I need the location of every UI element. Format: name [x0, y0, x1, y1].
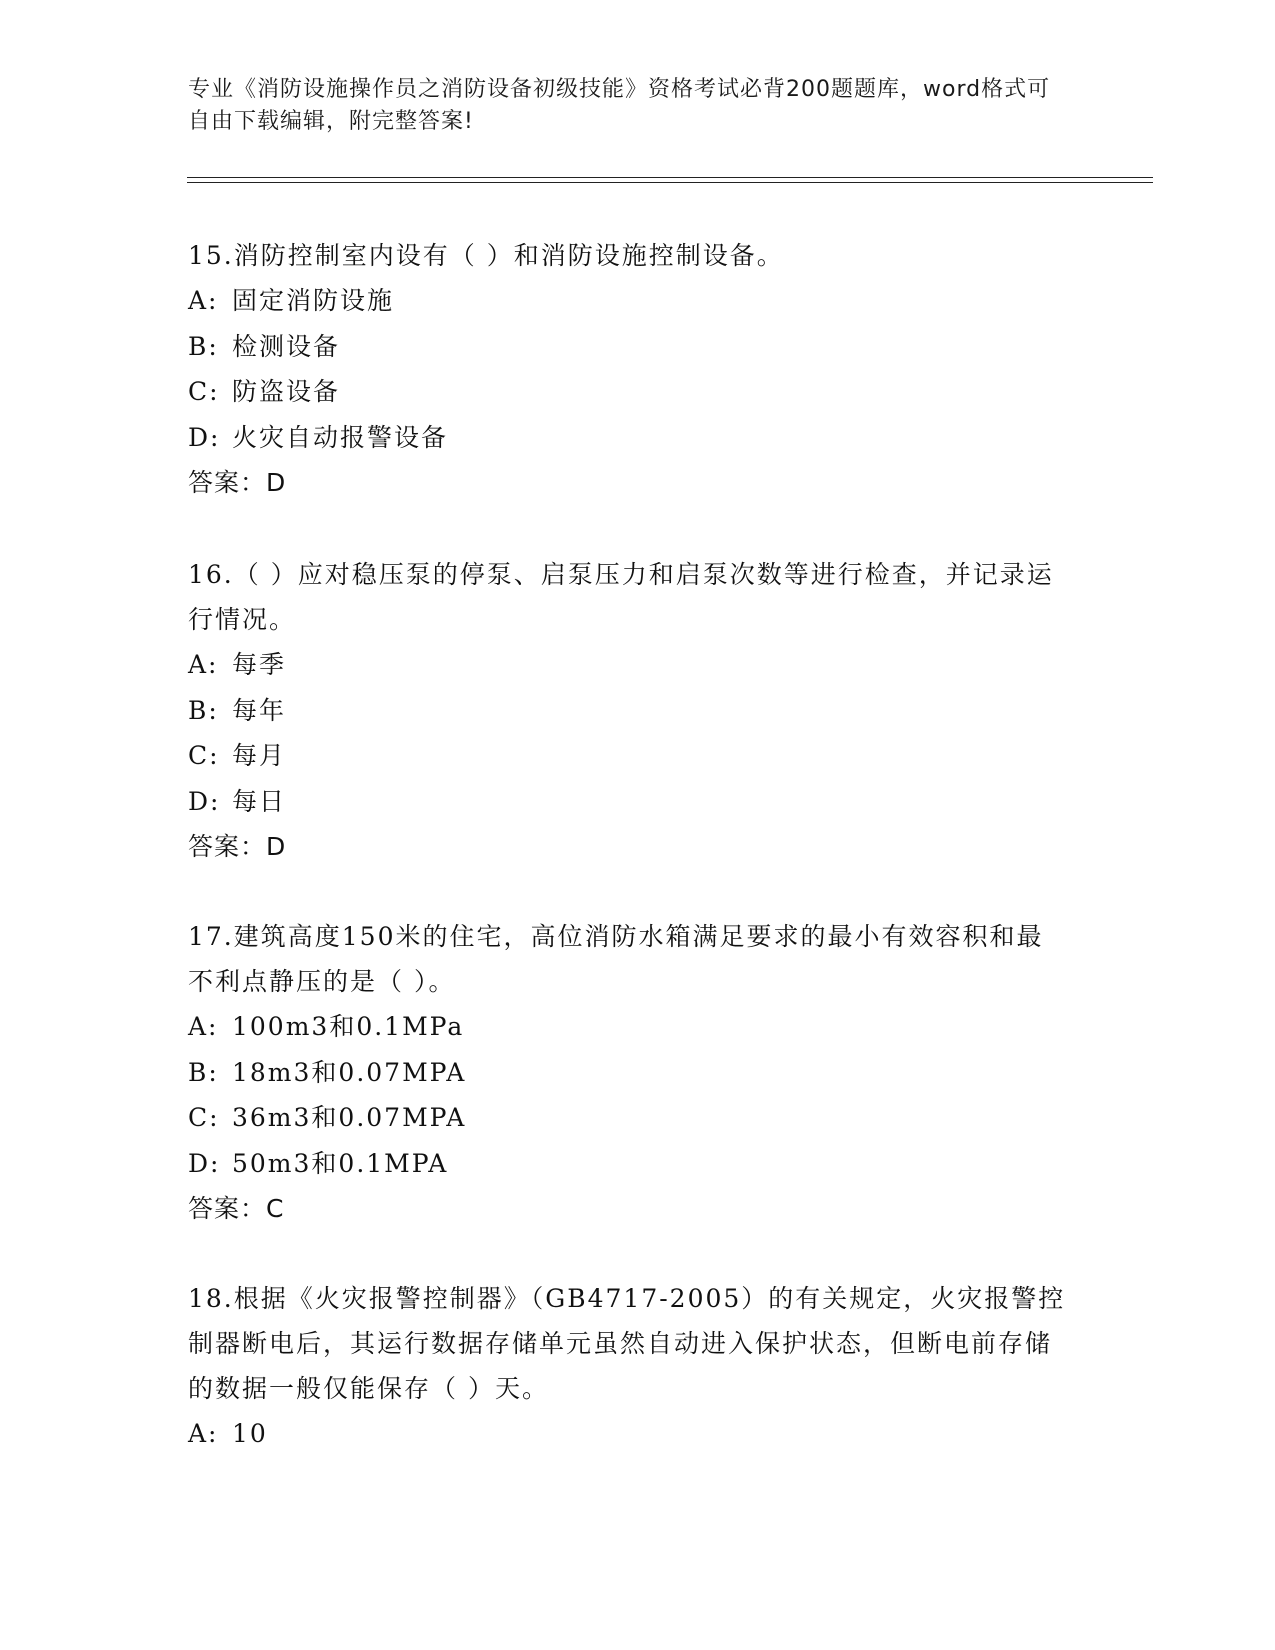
- option-d: [188, 779, 1068, 825]
- question-stem: 16.（ ）应对稳压泵的停泵、启泵压力和启泵次数等进行检查，并记录运行情况。: [188, 560, 1054, 634]
- answer-line: 答案：D: [188, 832, 287, 861]
- option-a: [188, 642, 1068, 688]
- option-label: B:: [188, 1057, 219, 1087]
- option-text: 18m3和0.07MPA: [232, 1057, 467, 1087]
- option-b: [188, 1050, 1068, 1096]
- answer-line: 答案：C: [188, 1194, 285, 1223]
- option-text: 50m3和0.1MPA: [232, 1148, 449, 1178]
- option-c: [188, 369, 1068, 415]
- option-a: [188, 1411, 1068, 1457]
- option-label: A:: [188, 1012, 219, 1041]
- option-label: D:: [188, 422, 221, 452]
- question-stem: 17.建筑高度150米的住宅，高位消防水箱满足要求的最小有效容积和最不利点静压的是（ ）。: [188, 922, 1044, 996]
- option-label: D:: [188, 1148, 221, 1178]
- option-b: [188, 324, 1068, 370]
- option-text: 防盗设备: [232, 377, 341, 406]
- option-text: 36m3和0.07MPA: [232, 1103, 467, 1132]
- option-c: [188, 1095, 1068, 1141]
- option-d: [188, 415, 1068, 461]
- option-text: 100m3和0.1MPa: [232, 1012, 465, 1041]
- option-text: 检测设备: [232, 331, 341, 361]
- option-text: 火灾自动报警设备: [232, 422, 449, 452]
- document-header: 专业《消防设施操作员之消防设备初级技能》资格考试必背200题题库，word格式可自由下载编辑，附完整答案!: [188, 77, 1051, 134]
- option-label: C:: [188, 1103, 220, 1132]
- question-15: [188, 233, 1068, 505]
- option-label: C:: [188, 741, 220, 770]
- question-16: [188, 552, 1068, 869]
- option-c: [188, 733, 1068, 779]
- option-b: [188, 688, 1068, 734]
- option-label: B:: [188, 695, 219, 725]
- option-text: 每年: [232, 695, 287, 725]
- option-text: 每日: [232, 786, 287, 816]
- option-text: 固定消防设施: [232, 286, 395, 315]
- header-rule-top: [187, 177, 1153, 178]
- option-label: D:: [188, 786, 221, 816]
- option-label: A:: [188, 286, 219, 315]
- option-text: 每季: [232, 650, 287, 679]
- answer-line: 答案：D: [188, 468, 287, 497]
- option-text: 每月: [232, 741, 287, 770]
- option-a: [188, 1004, 1068, 1050]
- option-a: [188, 278, 1068, 324]
- option-label: A:: [188, 1419, 219, 1448]
- question-17: [188, 914, 1068, 1231]
- option-d: [188, 1141, 1068, 1187]
- option-label: B:: [188, 331, 219, 361]
- option-label: C:: [188, 377, 220, 406]
- option-label: A:: [188, 650, 219, 679]
- question-stem: 15.消防控制室内设有（ ）和消防设施控制设备。: [188, 241, 784, 270]
- question-18: [188, 1276, 1068, 1457]
- header-rule-bottom: [187, 182, 1153, 183]
- question-stem: 18.根据《火灾报警控制器》（GB4717-2005）的有关规定，火灾报警控制器断电后，其运行数据存储单元虽然自动进入保护状态，但断电前存储的数据一般仅能保存（ ）天。: [188, 1284, 1066, 1403]
- option-text: 10: [232, 1419, 268, 1448]
